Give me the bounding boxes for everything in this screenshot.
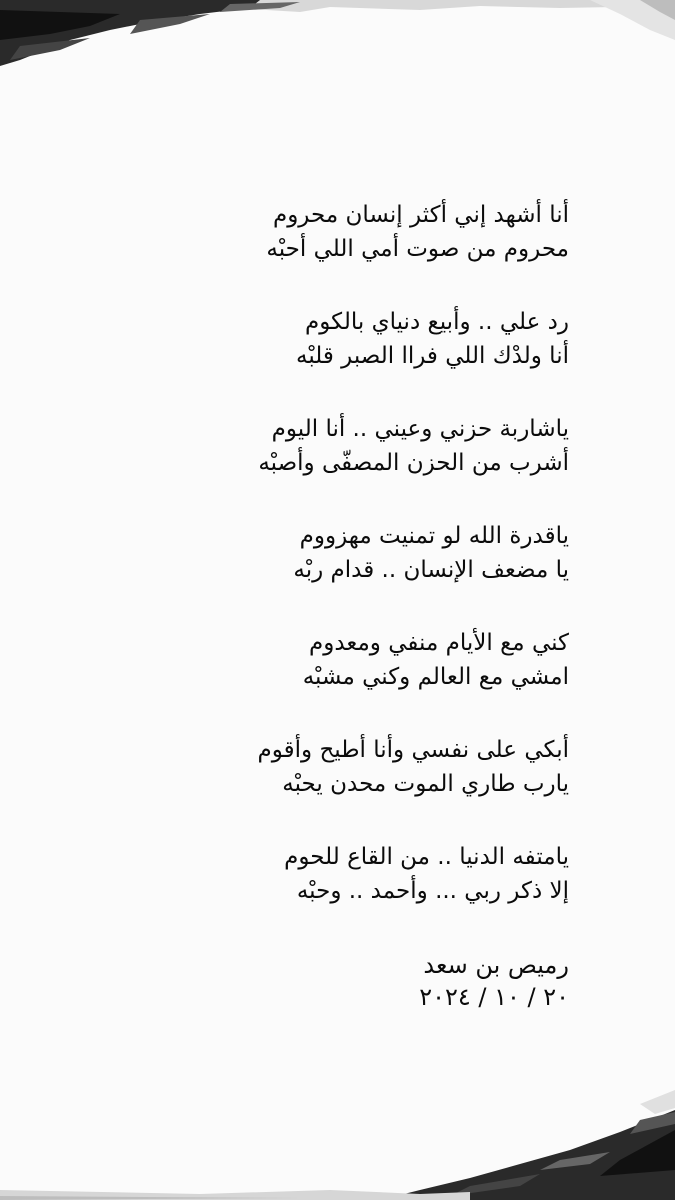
- poem-stanza-3: [109, 412, 569, 519]
- stanza-line: إلا ذكر ربي ... وأحمد .. وحبْه: [296, 878, 569, 904]
- stanza-line: امشي مع العالم وكني مشبْه: [302, 664, 569, 690]
- stanza-line: كني مع الأيام منفي ومعدوم: [308, 630, 569, 656]
- brush-stroke-top-decoration: [0, 0, 675, 70]
- poem-stanza-2: [109, 305, 569, 412]
- poem-stanza-1: [109, 198, 569, 305]
- stanza-line: رد علي .. وأبيع دنياي بالكوم: [305, 309, 569, 335]
- stanza-line: يارب طاري الموت محدن يحبْه: [282, 771, 569, 797]
- stanza-line: يامتفه الدنيا .. من القاع للحوم: [284, 844, 569, 870]
- stanza-line: ياشاربة حزني وعيني .. أنا اليوم: [271, 416, 569, 442]
- poem-date: ٢٠ / ١٠ / ٢٠٢٤: [419, 983, 569, 1011]
- poem-stanza-6: [109, 733, 569, 840]
- poem-stanza-7: [109, 840, 569, 947]
- stanza-line: يا مضعف الإنسان .. قدام ربْه: [293, 557, 569, 583]
- signature-block: [109, 949, 569, 1013]
- stanza-line: محروم من صوت أمي اللي أحبْه: [266, 236, 569, 262]
- stanza-line: أنا ولدْك اللي فراا الصبر قلبْه: [295, 343, 569, 369]
- stanza-line: أشرب من الحزن المصفّى وأصبْه: [258, 450, 569, 476]
- stanza-line: أبكي على نفسي وأنا أطيح وأقوم: [257, 737, 569, 763]
- poem-stanza-4: [109, 519, 569, 626]
- poem-stanza-5: [109, 626, 569, 733]
- author-name: رميص بن سعد: [423, 951, 569, 979]
- brush-stroke-bottom-decoration: [0, 1090, 675, 1200]
- stanza-line: أنا أشهد إني أكثر إنسان محروم: [272, 202, 569, 228]
- stanza-line: ياقدرة الله لو تمنيت مهزووم: [299, 523, 569, 549]
- poem-body: [109, 198, 569, 1013]
